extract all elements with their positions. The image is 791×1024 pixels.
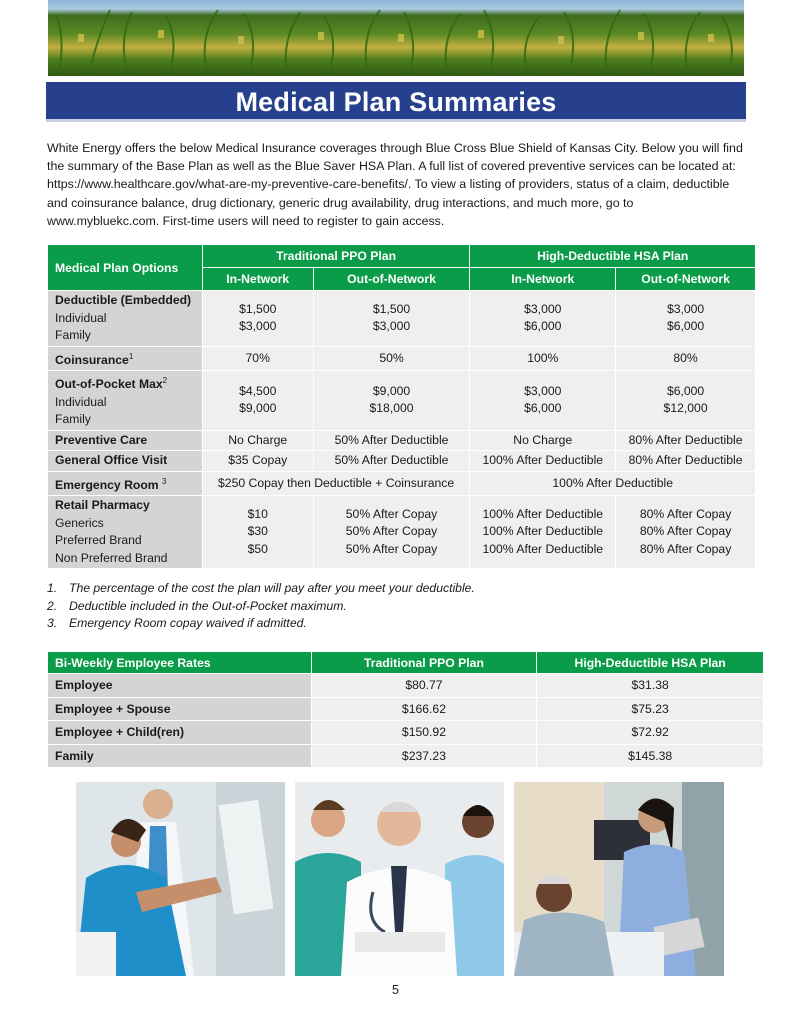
oop-hsa-out: $6,000 $12,000: [616, 371, 756, 431]
medical-plan-table: [47, 244, 756, 569]
rates-hsa-header: High-Deductible HSA Plan: [537, 652, 764, 674]
rate-hsa: $31.38: [537, 674, 764, 698]
cornfield-banner-image: [48, 0, 744, 76]
rates-ppo-header: Traditional PPO Plan: [311, 652, 537, 674]
coinsurance-row: [48, 346, 756, 371]
deductible-family-label: Family: [55, 328, 91, 342]
rate-hsa: $72.92: [537, 721, 764, 745]
deductible-hsa-in: $3,000 $6,000: [470, 291, 616, 347]
preventive-hsa-out: 80% After Deductible: [616, 430, 756, 451]
oop-hsa-in: $3,000 $6,000: [470, 371, 616, 431]
pharmacy-ppo-in: $10 $30 $50: [202, 496, 313, 569]
footnote-item: 2. Deductible included in the Out-of-Pocket maximum.: [47, 598, 347, 613]
oop-ppo-out: $9,000 $18,000: [313, 371, 470, 431]
footnote-item: 3. Emergency Room copay waived if admitted.: [47, 616, 307, 630]
deductible-row: [48, 291, 756, 347]
preventive-hsa-in: No Charge: [470, 430, 616, 451]
hsa-plan-header: High-Deductible HSA Plan: [470, 245, 756, 268]
er-ppo: $250 Copay then Deductible + Coinsurance: [202, 471, 470, 496]
doctors-reviewing-xray-photo: [76, 782, 285, 976]
pharmacy-hsa-in: 100% After Deductible 100% After Deductible 100% After Deductible: [470, 496, 616, 569]
medical-plan-options-header: Medical Plan Options: [48, 245, 203, 291]
rate-tier: Family: [48, 744, 312, 768]
office-ppo-in: $35 Copay: [202, 451, 313, 472]
preventive-ppo-in: No Charge: [202, 430, 313, 451]
rates-row: [48, 744, 764, 768]
oop-individual-label: Individual: [55, 394, 107, 409]
rate-tier: Employee + Spouse: [48, 697, 312, 721]
deductible-ppo-out: $1,500 $3,000: [313, 291, 470, 347]
office-hsa-in: 100% After Deductible: [470, 451, 616, 472]
oop-ppo-in: $4,500 $9,000: [202, 371, 313, 431]
coinsurance-label: Coinsurance$^1$: [48, 346, 203, 371]
hsa-in-network-header: In-Network: [470, 268, 616, 291]
retail-pharmacy-label: Retail Pharmacy Generics Preferred Brand Non Preferred Brand: [48, 496, 203, 569]
preventive-care-row: [48, 430, 756, 451]
rate-ppo: $80.77: [311, 674, 537, 698]
deductible-individual-label: Individual: [55, 310, 107, 325]
office-visit-label: General Office Visit: [48, 451, 203, 472]
office-ppo-out: 50% After Deductible: [313, 451, 470, 472]
deductible-label: [48, 291, 203, 347]
deductible-hsa-out: $3,000 $6,000: [616, 291, 756, 347]
rate-hsa: $145.38: [537, 744, 764, 768]
oop-max-row: [48, 371, 756, 431]
nurse-and-patient-photo: [514, 782, 724, 976]
page-number: 5: [392, 983, 399, 997]
emergency-room-row: [48, 471, 756, 496]
ppo-out-network-header: Out-of-Network: [313, 268, 470, 291]
preventive-care-label: Preventive Care: [48, 430, 203, 451]
oop-max-label: Out-of-Pocket Max$^2$ Individual Family: [48, 371, 203, 431]
pharmacy-ppo-out: 50% After Copay 50% After Copay 50% After Copay: [313, 496, 470, 569]
rate-ppo: $237.23: [311, 744, 537, 768]
rate-ppo: $166.62: [311, 697, 537, 721]
rates-row: [48, 697, 764, 721]
oop-family-label: Family: [55, 412, 91, 427]
pharmacy-hsa-out: 80% After Copay 80% After Copay 80% After Copay: [616, 496, 756, 569]
deductible-ppo-in: $1,500 $3,000: [202, 291, 313, 347]
coinsurance-ppo-out: 50%: [313, 346, 470, 371]
coinsurance-hsa-in: 100%: [470, 346, 616, 371]
rate-ppo: $150.92: [311, 721, 537, 745]
rate-tier: Employee + Child(ren): [48, 721, 312, 745]
rates-header: Bi-Weekly Employee Rates: [48, 652, 312, 674]
preferred-brand-label: Preferred Brand: [55, 533, 142, 548]
footnotes-list: [47, 580, 747, 633]
rates-row: [48, 674, 764, 698]
emergency-room-label: Emergency Room $^3$: [48, 471, 203, 496]
ppo-in-network-header: In-Network: [202, 268, 313, 291]
intro-paragraph: White Energy offers the below Medical Insurance coverages through Blue Cross Blue Shield of Kansas City. Below you will find the summary of the Base Plan as well as the Blue Saver HSA Plan. A full list of covered preventive services can be located at: https://www.healthcare.gov/what-are-my-preventive-care-benefits/. To view a listing of providers, status of a claim, deductible and coinsurance balance, drug dictionary, generic drug availability, drug interactions, and much more, go to www.mybluekc.com. First-time users will need to register to gain access.: [47, 141, 743, 228]
preventive-ppo-out: 50% After Deductible: [313, 430, 470, 451]
rates-row: [48, 721, 764, 745]
medical-team-photo: [295, 782, 504, 976]
ppo-plan-header: Traditional PPO Plan: [202, 245, 470, 268]
retail-pharmacy-row: [48, 496, 756, 569]
coinsurance-ppo-in: 70%: [202, 346, 313, 371]
office-visit-row: [48, 451, 756, 472]
non-preferred-brand-label: Non Preferred Brand: [55, 550, 168, 565]
hsa-out-network-header: Out-of-Network: [616, 268, 756, 291]
office-hsa-out: 80% After Deductible: [616, 451, 756, 472]
rate-hsa: $75.23: [537, 697, 764, 721]
footnote-item: 1. The percentage of the cost the plan will pay after you meet your deductible.: [47, 581, 475, 595]
generics-label: Generics: [55, 515, 104, 530]
biweekly-rates-table: [47, 651, 764, 768]
rate-tier: Employee: [48, 674, 312, 698]
er-hsa: 100% After Deductible: [470, 471, 756, 496]
page-title: Medical Plan Summaries: [46, 82, 746, 122]
coinsurance-hsa-out: 80%: [616, 346, 756, 371]
deductible-title: Deductible (Embedded): [55, 293, 192, 307]
